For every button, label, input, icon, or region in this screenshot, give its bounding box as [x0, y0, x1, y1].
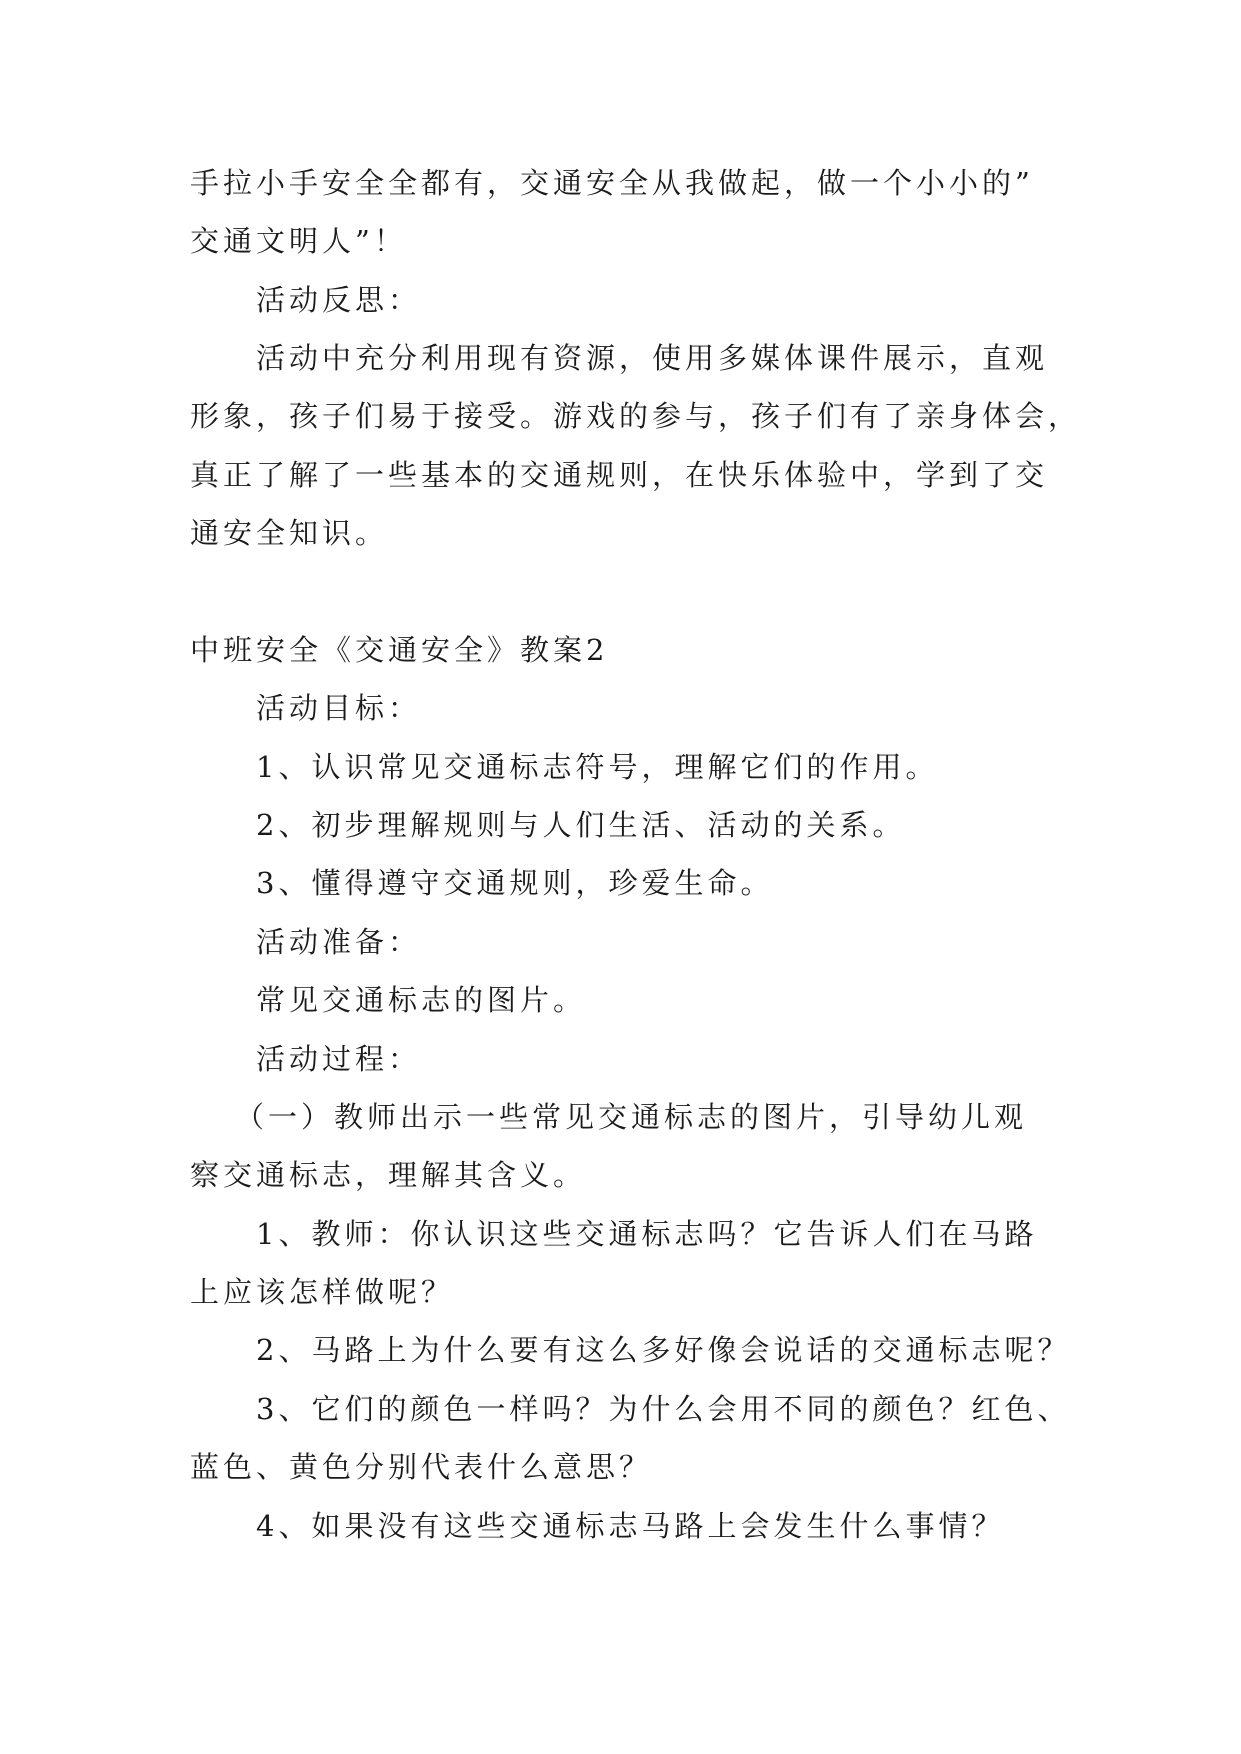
paragraph-line: 手拉小手安全全都有，交通安全从我做起，做一个小小的”: [190, 166, 1034, 200]
paragraph-line: 上应该怎样做呢？: [190, 1275, 455, 1309]
paragraph-line: 察交通标志，理解其含义。: [190, 1158, 587, 1192]
paragraph-line: （一）教师出示一些常见交通标志的图片，引导幼儿观: [235, 1100, 1028, 1134]
section-heading: 活动目标：: [256, 691, 422, 725]
list-item: 2、初步理解规则与人们生活、活动的关系。: [256, 808, 906, 842]
section-heading: 活动反思：: [256, 283, 422, 317]
paragraph-line: 活动中充分利用现有资源，使用多媒体课件展示，直观: [256, 341, 1049, 375]
list-item: 3、懂得遵守交通规则，珍爱生命。: [256, 866, 774, 900]
paragraph-line: 通安全知识。: [190, 516, 389, 550]
list-item: 2、马路上为什么要有这么多好像会说话的交通标志呢？: [256, 1333, 1071, 1367]
list-item: 1、教师：你认识这些交通标志吗？它告诉人们在马路: [256, 1217, 1038, 1251]
paragraph-line: 蓝色、黄色分别代表什么意思？: [190, 1450, 653, 1484]
section-heading: 活动准备：: [256, 925, 422, 959]
document-title: 中班安全《交通安全》教案2: [190, 633, 609, 667]
paragraph-line: 真正了解了一些基本的交通规则，在快乐体验中，学到了交: [190, 458, 1049, 492]
paragraph-line: 常见交通标志的图片。: [256, 983, 587, 1017]
paragraph-line: 交通文明人”！: [190, 224, 407, 258]
paragraph-line: 形象，孩子们易于接受。游戏的参与，孩子们有了亲身体会，: [190, 399, 1082, 433]
section-heading: 活动过程：: [256, 1042, 422, 1076]
list-item: 3、它们的颜色一样吗？为什么会用不同的颜色？红色、: [256, 1392, 1071, 1426]
list-item: 1、认识常见交通标志符号，理解它们的作用。: [256, 750, 939, 784]
list-item: 4、如果没有这些交通标志马路上会发生什么事情？: [256, 1509, 1005, 1543]
